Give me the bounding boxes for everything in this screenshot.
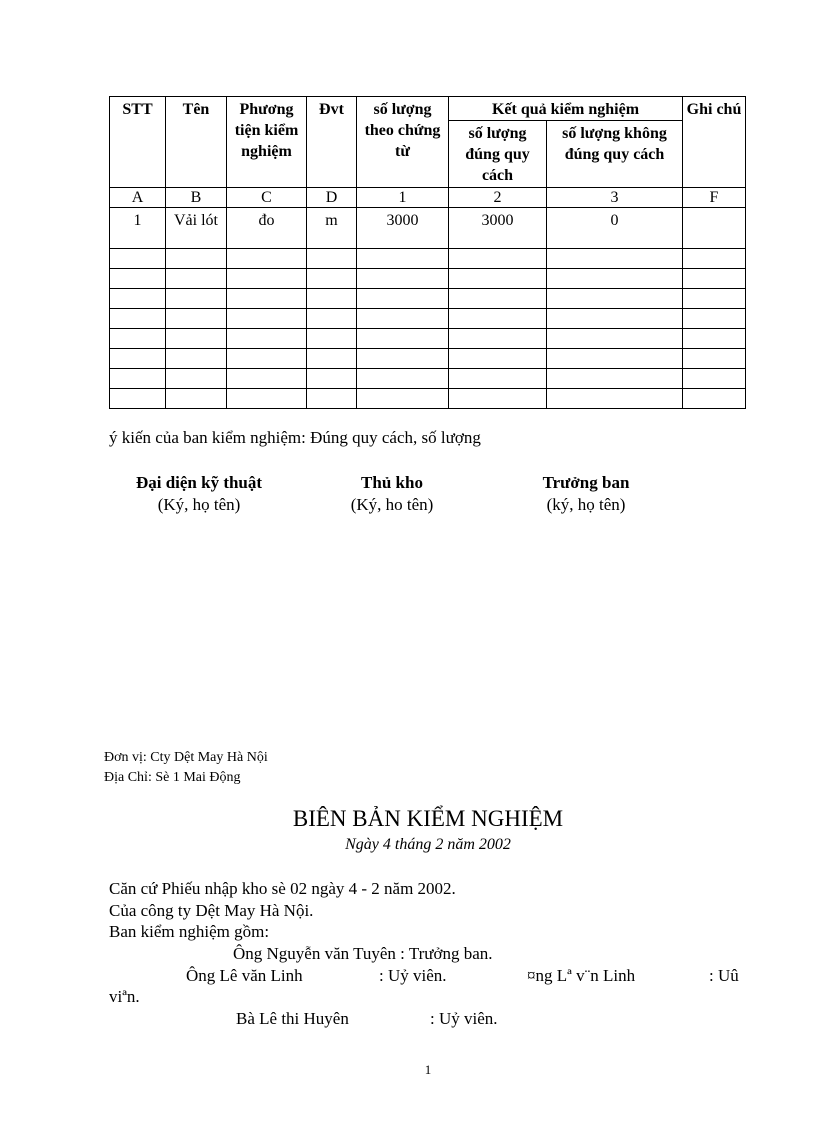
cell-dung-qc: 3000 — [449, 208, 547, 249]
code-cell: 2 — [449, 188, 547, 208]
header-so-luong-theo: số lượng theo chứng từ — [357, 97, 449, 188]
committee-opinion: ý kiến của ban kiểm nghiệm: Đúng quy cách, số lượng — [109, 428, 481, 447]
code-cell: 3 — [547, 188, 683, 208]
cell-dvt: m — [307, 208, 357, 249]
cell-ghi-chu — [683, 208, 746, 249]
header-ghi-chu: Ghi chú — [683, 97, 746, 188]
unit-line: Đơn vị: Cty Dệt May Hà Nội — [104, 750, 268, 765]
document-date: Ngày 4 tháng 2 năm 2002 — [345, 836, 511, 853]
signature-storekeeper — [318, 472, 466, 516]
table-row — [110, 349, 746, 369]
cell-stt: 1 — [110, 208, 166, 249]
document-title: BIÊN BẢN KIỂM NGHIỆM — [292, 806, 564, 831]
signature-title: Thủ kho — [361, 473, 423, 492]
member-1: Ông Nguyễn văn Tuyên : Trưởng ban. — [233, 944, 493, 963]
basis-line-1: Căn cứ Phiếu nhập kho sè 02 ngày 4 - 2 năm 2002. — [109, 879, 456, 898]
member-2-role: : Uỷ viên. — [379, 966, 447, 985]
member-4-role: : Uỷ viên. — [430, 1009, 498, 1028]
page-number: 1 — [424, 1062, 432, 1077]
member-3-role-cont: viªn. — [109, 987, 140, 1006]
table-row — [110, 389, 746, 409]
code-cell: C — [227, 188, 307, 208]
header-ket-qua: Kết quả kiểm nghiệm — [449, 97, 683, 121]
table-row — [110, 208, 746, 249]
signature-title: Đại diện kỹ thuật — [135, 473, 263, 492]
signature-head — [515, 472, 657, 516]
code-cell: B — [166, 188, 227, 208]
signature-note: (Ký, họ tên) — [157, 495, 241, 514]
cell-ten: Vải lót — [166, 208, 227, 249]
header-stt: STT — [110, 97, 166, 188]
address-line: Địa Chỉ: Sè 1 Mai Động — [104, 770, 241, 785]
signature-note: (ký, họ tên) — [546, 495, 626, 514]
member-3-name: ¤ng Lª v¨n Linh — [527, 966, 636, 985]
member-2-name: Ông Lê văn Linh — [186, 966, 303, 985]
committee-label: Ban kiểm nghiệm gồm: — [109, 922, 270, 941]
header-khong-dung-qc: số lượng không đúng quy cách — [547, 121, 683, 188]
code-row — [110, 188, 746, 208]
header-dung-qc: số lượng đúng quy cách — [449, 121, 547, 188]
cell-phuong-tien: đo — [227, 208, 307, 249]
member-3-role: : Uû — [709, 966, 739, 985]
inspection-table — [109, 96, 746, 409]
table-row — [110, 269, 746, 289]
table-row — [110, 309, 746, 329]
header-ten: Tên — [166, 97, 227, 188]
table-row — [110, 249, 746, 269]
code-cell: F — [683, 188, 746, 208]
table-row — [110, 289, 746, 309]
member-4-name: Bà Lê thi Huyên — [236, 1009, 349, 1028]
table-row — [110, 369, 746, 389]
code-cell: 1 — [357, 188, 449, 208]
header-dvt: Đvt — [307, 97, 357, 188]
code-cell: A — [110, 188, 166, 208]
signature-title: Trưởng ban — [542, 473, 630, 492]
basis-line-2: Của công ty Dệt May Hà Nội. — [109, 901, 314, 920]
cell-khong-dung-qc: 0 — [547, 208, 683, 249]
signature-technical — [112, 472, 286, 516]
code-cell: D — [307, 188, 357, 208]
signature-note: (Ký, ho tên) — [350, 495, 434, 514]
table-row — [110, 329, 746, 349]
header-phuong-tien: Phương tiện kiểm nghiệm — [227, 97, 307, 188]
cell-so-luong-theo: 3000 — [357, 208, 449, 249]
